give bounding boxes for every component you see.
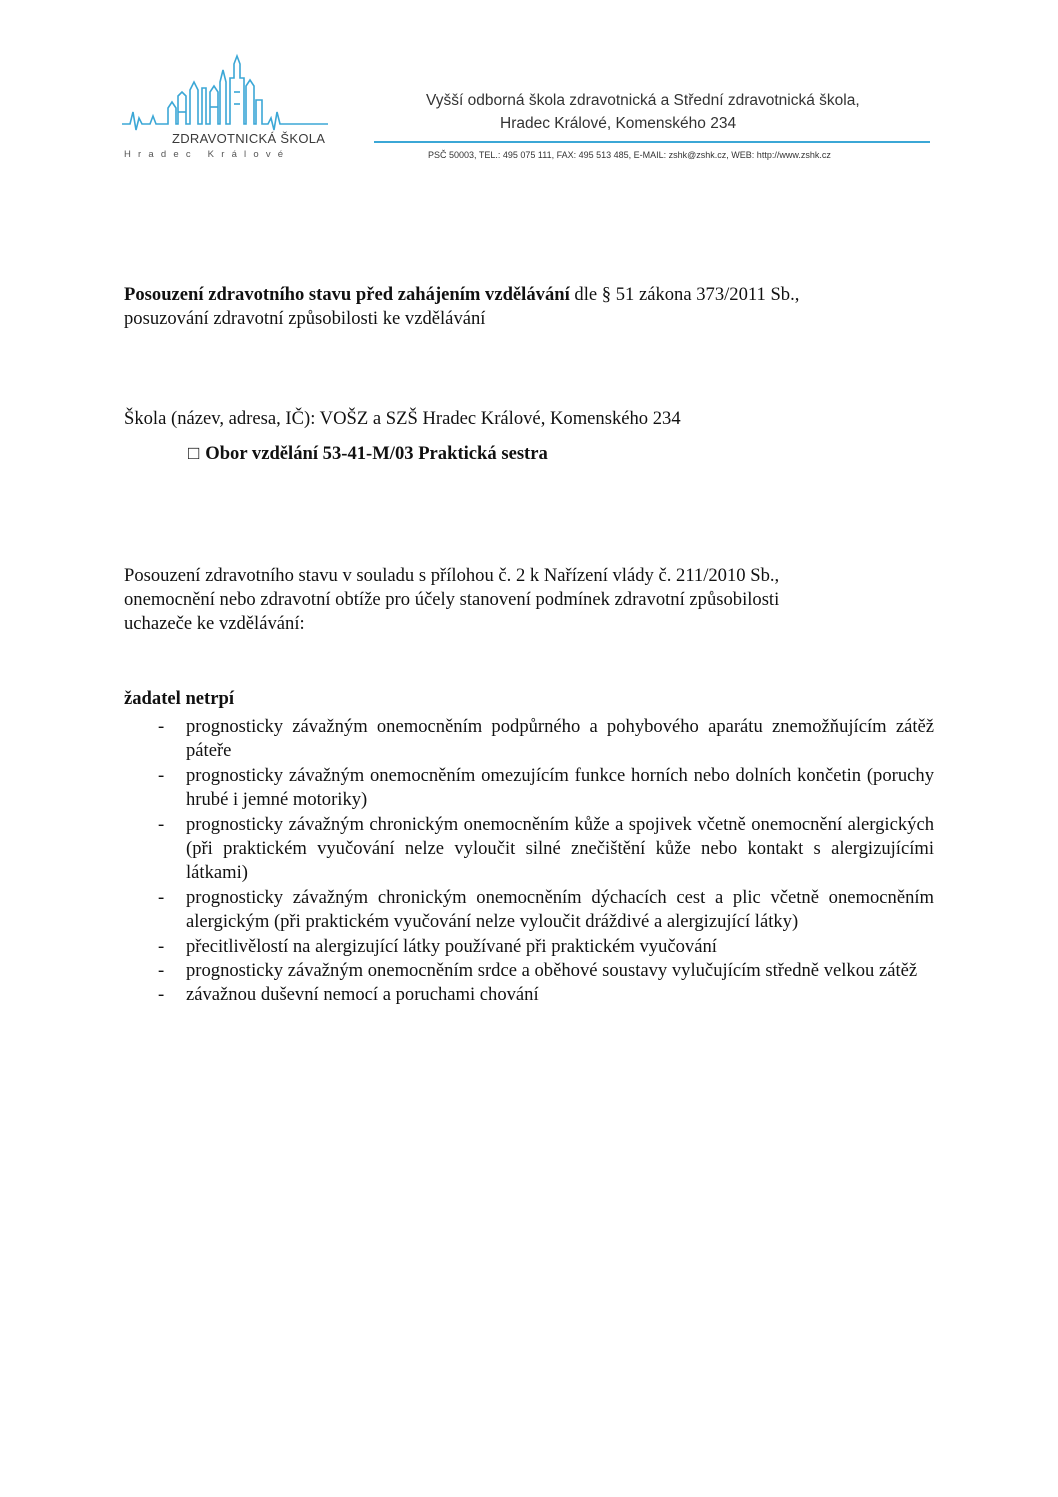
contact-info: PSČ 50003, TEL.: 495 075 111, FAX: 495 513 485, E-MAIL: zshk@zshk.cz, WEB: http://www.zshk.cz [428,150,831,160]
school-info [124,410,681,429]
school-value: VOŠZ a SZŠ Hradec Králové, Komenského 234 [315,408,681,429]
bullet-dash-icon: - [158,935,165,957]
condition-text: závažnou duševní nemocí a poruchami chování [186,984,539,1006]
assessment-text-line2: onemocnění nebo zdravotní obtíže pro účely stanovení podmínek zdravotní způsobilosti [124,589,780,610]
document-title-bold: Posouzení zdravotního stavu před zahájením vzdělávání [124,284,570,305]
list-item [124,983,934,1007]
field-of-study-option[interactable] [188,443,548,465]
list-item [124,935,934,959]
condition-text: prognosticky závažným onemocněním podpůrného a pohybového aparátu znemožňujícím zátěž páteře [186,716,934,762]
document-subtitle: posuzování zdravotní způsobilosti ke vzdělávání [124,308,486,329]
bullet-dash-icon: - [158,716,165,737]
condition-text: přecitlivělostí na alergizující látky používané při praktickém vyučování [186,935,717,957]
logo-school-name: ZDRAVOTNICKÁ ŠKOLA [172,131,326,146]
assessment-text-line3: uchazeče ke vzdělávání: [124,613,305,634]
document-title-law: dle § 51 zákona 373/2011 Sb., [569,284,800,305]
header-divider [374,141,930,143]
school-name-line2: Hradec Králové, Komenského 234 [500,115,737,132]
logo-city-name: Hradec Králové [124,149,291,160]
bullet-dash-icon: - [158,960,165,982]
condition-text: prognosticky závažným onemocněním omezujícím funkce horních nebo dolních končetin (poruchy hrubé i jemné motoriky) [186,764,934,811]
school-label: Škola (název, adresa, IČ): [124,408,316,429]
school-logo [120,52,330,164]
list-item [124,886,934,935]
condition-text: prognosticky závažným chronickým onemocněním kůže a spojivek včetně onemocnění alergických (při praktickém vyučování nelze vyloučit silné znečištění kůže nebo kontakt s alergizujícími látkami) [186,813,934,884]
document-title [124,286,799,305]
bullet-dash-icon: - [158,764,165,786]
conditions-list [124,715,934,1008]
list-item [124,764,934,813]
city-skyline-ecg-logo [120,52,330,132]
bullet-dash-icon: - [158,813,165,835]
bullet-dash-icon: - [158,886,165,908]
list-item [124,715,934,764]
school-name-line1: Vyšší odborná škola zdravotnická a Střední zdravotnická škola, [426,92,860,109]
checkbox-icon[interactable]: □ [188,443,200,464]
field-of-study-label: Obor vzdělání 53-41-M/03 Praktická sestra [205,443,548,464]
applicant-heading: žadatel netrpí [124,688,234,709]
assessment-text-line1: Posouzení zdravotního stavu v souladu s přílohou č. 2 k Nařízení vlády č. 211/2010 Sb., [124,565,780,586]
condition-text: prognosticky závažným chronickým onemocněním dýchacích cest a plic včetně onemocněním alergickým (při praktickém vyučování nelze vyloučit dráždivé a alergizující látky) [186,886,934,933]
list-item [124,959,934,983]
bullet-dash-icon: - [158,984,165,1006]
condition-text: prognosticky závažným onemocněním srdce a oběhové soustavy vylučujícím středně velkou zátěž [186,960,918,982]
list-item [124,813,934,886]
